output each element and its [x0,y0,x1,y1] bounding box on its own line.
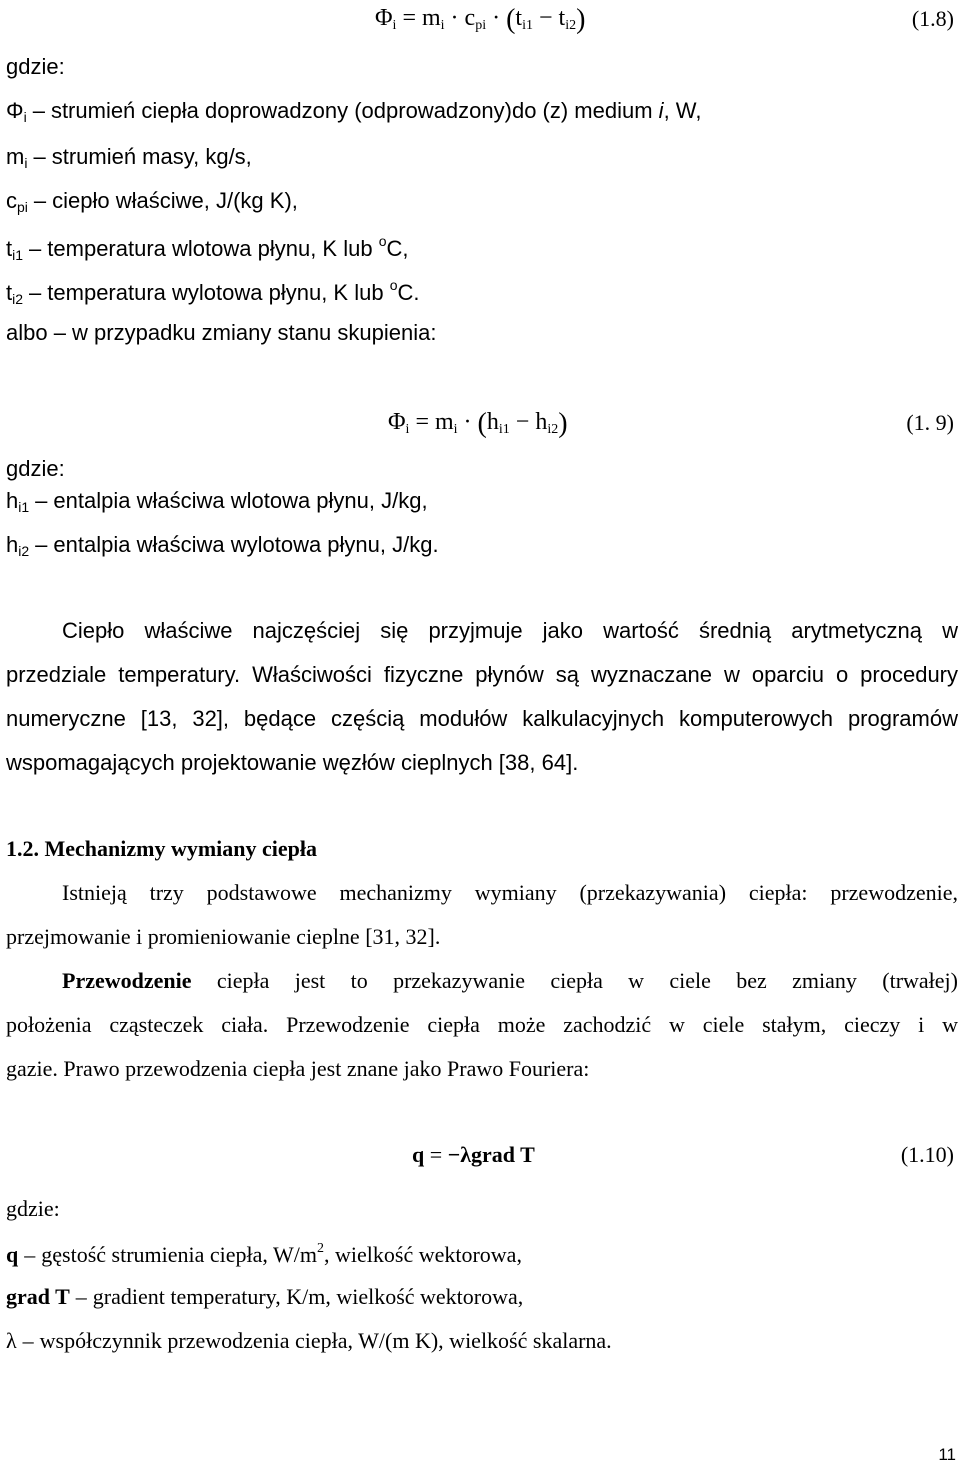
definition-lambda: λ – współczynnik przewodzenia ciepła, W/(m K), wielkość skalarna. [6,1328,612,1353]
albo-text: albo – w przypadku zmiany stanu skupienia: [6,320,437,345]
paragraph-line: Ciepło właściwe najczęściej się przyjmuje jako wartość średnią arytmetyczną w [62,618,958,643]
definition-h2: $h_{i2}$ – entalpia właściwa wylotowa płynu, J/kg. [6,532,439,559]
gdzie-label-3: gdzie: [6,1196,60,1221]
paragraph-line: Istnieją trzy podstawowe mechanizmy wymiany (przekazywania) ciepła: przewodzenie, [62,880,958,905]
paragraph-line: przejmowanie i promieniowanie cieplne [31, 32]. [6,924,441,949]
gdzie-label-1: gdzie: [6,54,65,79]
definition-t2: $t_{i2}$ – temperatura wylotowa płynu, K lub $^o$C. [6,277,420,307]
page-number: 11 [938,1445,956,1464]
gdzie-label-2: gdzie: [6,456,65,481]
paragraph-line: położenia cząsteczek ciała. Przewodzenie ciepła może zachodzić w ciele stałym, cieczy i w [6,1012,958,1037]
definition-grad-t: grad T – gradient temperatury, K/m, wielkość wektorowa, [6,1284,524,1309]
term-przewodzenie: Przewodzenie [62,968,192,993]
equation-number-1-9: (1. 9) [906,410,954,435]
paragraph-line: wspomagających projektowanie węzłów cieplnych [38, 64]. [6,750,579,775]
definition-t1: $t_{i1}$ – temperatura wlotowa płynu, K lub $^o$C, [6,233,409,263]
paragraph-line: przedziale temperatury. Właściwości fizyczne płynów są wyznaczane w oparciu o procedury [6,662,958,687]
equation-1-8: $\Phi_i = m_i \cdot c_{pi} \cdot (t_{i1} - t_{i2})$ [375,4,586,35]
equation-number-1-8: (1.8) [911,6,954,31]
definition-c: $c_{pi}$ – ciepło właściwe, J/(kg K), [6,188,298,215]
section-heading: 1.2. Mechanizmy wymiany ciepła [6,836,318,861]
equation-number-1-10: (1.10) [900,1142,954,1167]
definition-m: $m_i$ – strumień masy, kg/s, [6,144,252,171]
definition-phi: $\Phi_i$ – strumień ciepła doprowadzony (odprowadzony)do (z) medium i, W, [6,98,702,125]
equation-1-10: q = −λgrad T [412,1142,535,1167]
paragraph-line: Przewodzenie ciepła jest to przekazywanie ciepła w ciele bez zmiany (trwałej) [62,968,958,993]
paragraph-line: gazie. Prawo przewodzenia ciepła jest znane jako Prawo Fouriera: [6,1056,590,1081]
definition-h1: $h_{i1}$ – entalpia właściwa wlotowa płynu, J/kg, [6,488,428,515]
equation-1-9: $\Phi_i = m_i \cdot (h_{i1} - h_{i2})$ [388,408,568,439]
paragraph-line: numeryczne [13, 32], będące częścią modułów kalkulacyjnych komputerowych programów [6,706,958,731]
definition-q: q – gęstość strumienia ciepła, $W/m^2$, wielkość wektorowa, [6,1241,522,1267]
